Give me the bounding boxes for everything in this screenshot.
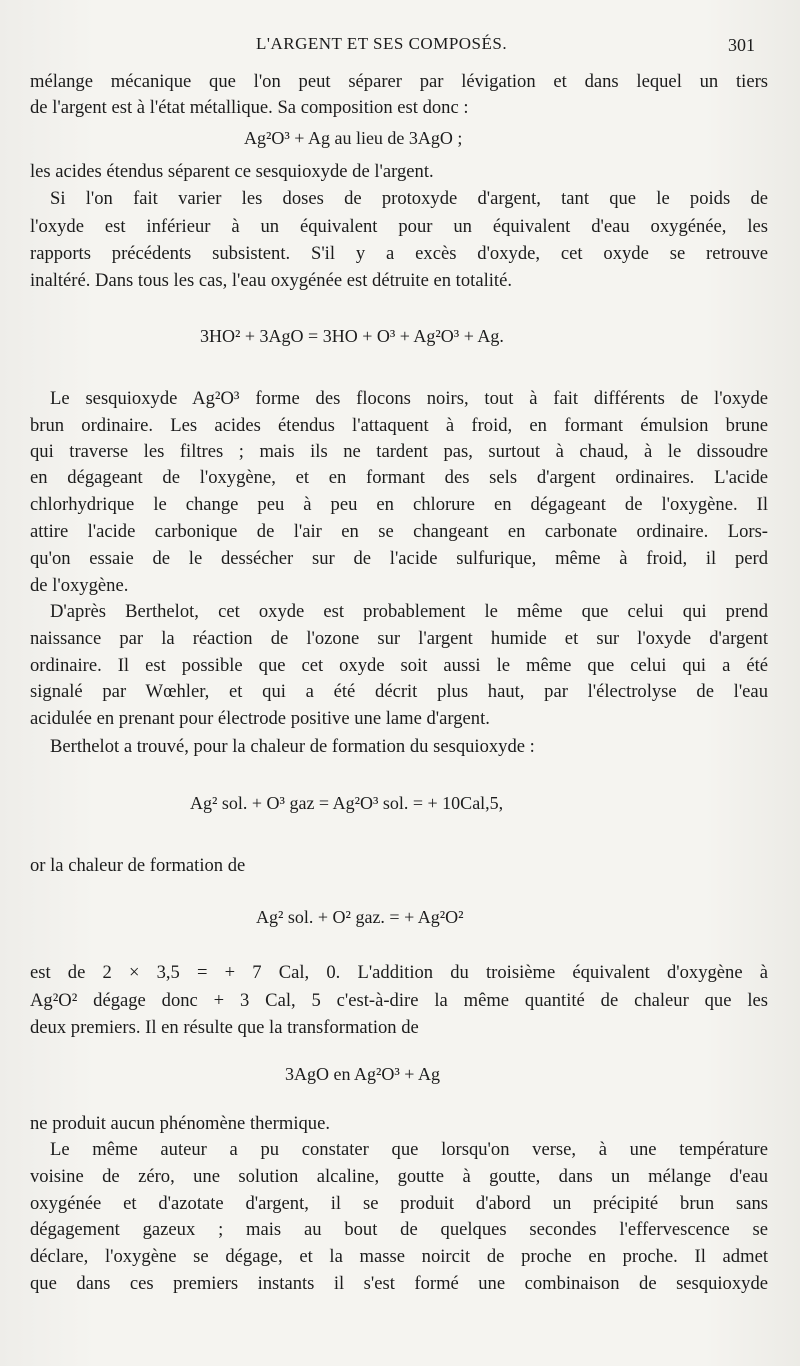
text-line: dégagement gazeux ; mais au bout de quelques secondes l'effervescence se [30, 1219, 768, 1240]
text-line: ordinaire. Il est possible que cet oxyde soit aussi le même que celui qui a été [30, 655, 768, 676]
formula-line: 3AgO en Ag²O³ + Ag [285, 1064, 440, 1084]
text-line: Berthelot a trouvé, pour la chaleur de formation du sesquioxyde : [50, 736, 535, 757]
text-line: rapports précédents subsistent. S'il y a excès d'oxyde, cet oxyde se retrouve [30, 243, 768, 264]
text-line: ne produit aucun phénomène thermique. [30, 1113, 330, 1134]
formula-line: Ag² sol. + O³ gaz = Ag²O³ sol. = + 10Cal,5, [190, 793, 504, 813]
text-line: en dégageant de l'oxygène, et en formant des sels d'argent ordinaires. L'acide [30, 467, 768, 488]
text-line: déclare, l'oxygène se dégage, et la masse noircit de proche en proche. Il admet [30, 1246, 768, 1267]
text-line: deux premiers. Il en résulte que la transformation de [30, 1017, 419, 1038]
text-line: qu'on essaie de le dessécher sur de l'acide sulfurique, même à froid, il perd [30, 548, 768, 569]
text-line: Si l'on fait varier les doses de protoxyde d'argent, tant que le poids de [50, 188, 768, 209]
text-line: que dans ces premiers instants il s'est formé une combinaison de sesquioxyde [30, 1273, 768, 1294]
text-line: l'oxyde est inférieur à un équivalent pour un équivalent d'eau oxygénée, les [30, 216, 768, 237]
text-line: chlorhydrique le change peu à peu en chlorure en dégageant de l'oxygène. Il [30, 494, 768, 515]
text-line: naissance par la réaction de l'ozone sur l'argent humide et sur l'oxyde d'argent [30, 628, 768, 649]
text-line: acidulée en prenant pour électrode positive une lame d'argent. [30, 708, 490, 729]
text-line: les acides étendus séparent ce sesquioxyde de l'argent. [30, 161, 434, 182]
running-title: L'ARGENT ET SES COMPOSÉS. [256, 34, 508, 53]
text-line: de l'oxygène. [30, 575, 129, 596]
text-line: Ag²O² dégage donc + 3 Cal, 5 c'est-à-dire la même quantité de chaleur que les [30, 990, 768, 1011]
text-line: or la chaleur de formation de [30, 855, 246, 876]
page-header [0, 34, 800, 58]
formula-line: Ag²O³ + Ag au lieu de 3AgO ; [244, 128, 463, 148]
text-line: de l'argent est à l'état métallique. Sa composition est donc : [30, 97, 469, 118]
text-line: D'après Berthelot, cet oxyde est probablement le même que celui qui prend [50, 601, 768, 622]
formula-line: Ag² sol. + O² gaz. = + Ag²O² [256, 907, 464, 927]
text-line: brun ordinaire. Les acides étendus l'attaquent à froid, en formant émulsion brune [30, 415, 768, 436]
text-line: qui traverse les filtres ; mais ils ne tardent pas, surtout à chaud, à le dissoudre [30, 441, 768, 462]
text-line: oxygénée et d'azotate d'argent, il se produit d'abord un précipité brun sans [30, 1193, 768, 1214]
text-line: Le sesquioxyde Ag²O³ forme des flocons noirs, tout à fait différents de l'oxyde [50, 388, 768, 409]
page-number: 301 [728, 35, 755, 55]
text-line: attire l'acide carbonique de l'air en se changeant en carbonate ordinaire. Lors- [30, 521, 768, 542]
formula-line: 3HO² + 3AgO = 3HO + O³ + Ag²O³ + Ag. [200, 326, 504, 346]
text-line: signalé par Wœhler, et qui a été décrit plus haut, par l'électrolyse de l'eau [30, 681, 768, 702]
text-line: inaltéré. Dans tous les cas, l'eau oxygénée est détruite en totalité. [30, 270, 512, 291]
text-line: est de 2 × 3,5 = + 7 Cal, 0. L'addition du troisième équivalent d'oxygène à [30, 962, 768, 983]
text-line: mélange mécanique que l'on peut séparer par lévigation et dans lequel un tiers [30, 71, 768, 92]
text-line: voisine de zéro, une solution alcaline, goutte à goutte, dans un mélange d'eau [30, 1166, 768, 1187]
text-line: Le même auteur a pu constater que lorsqu'on verse, à une température [50, 1139, 768, 1160]
